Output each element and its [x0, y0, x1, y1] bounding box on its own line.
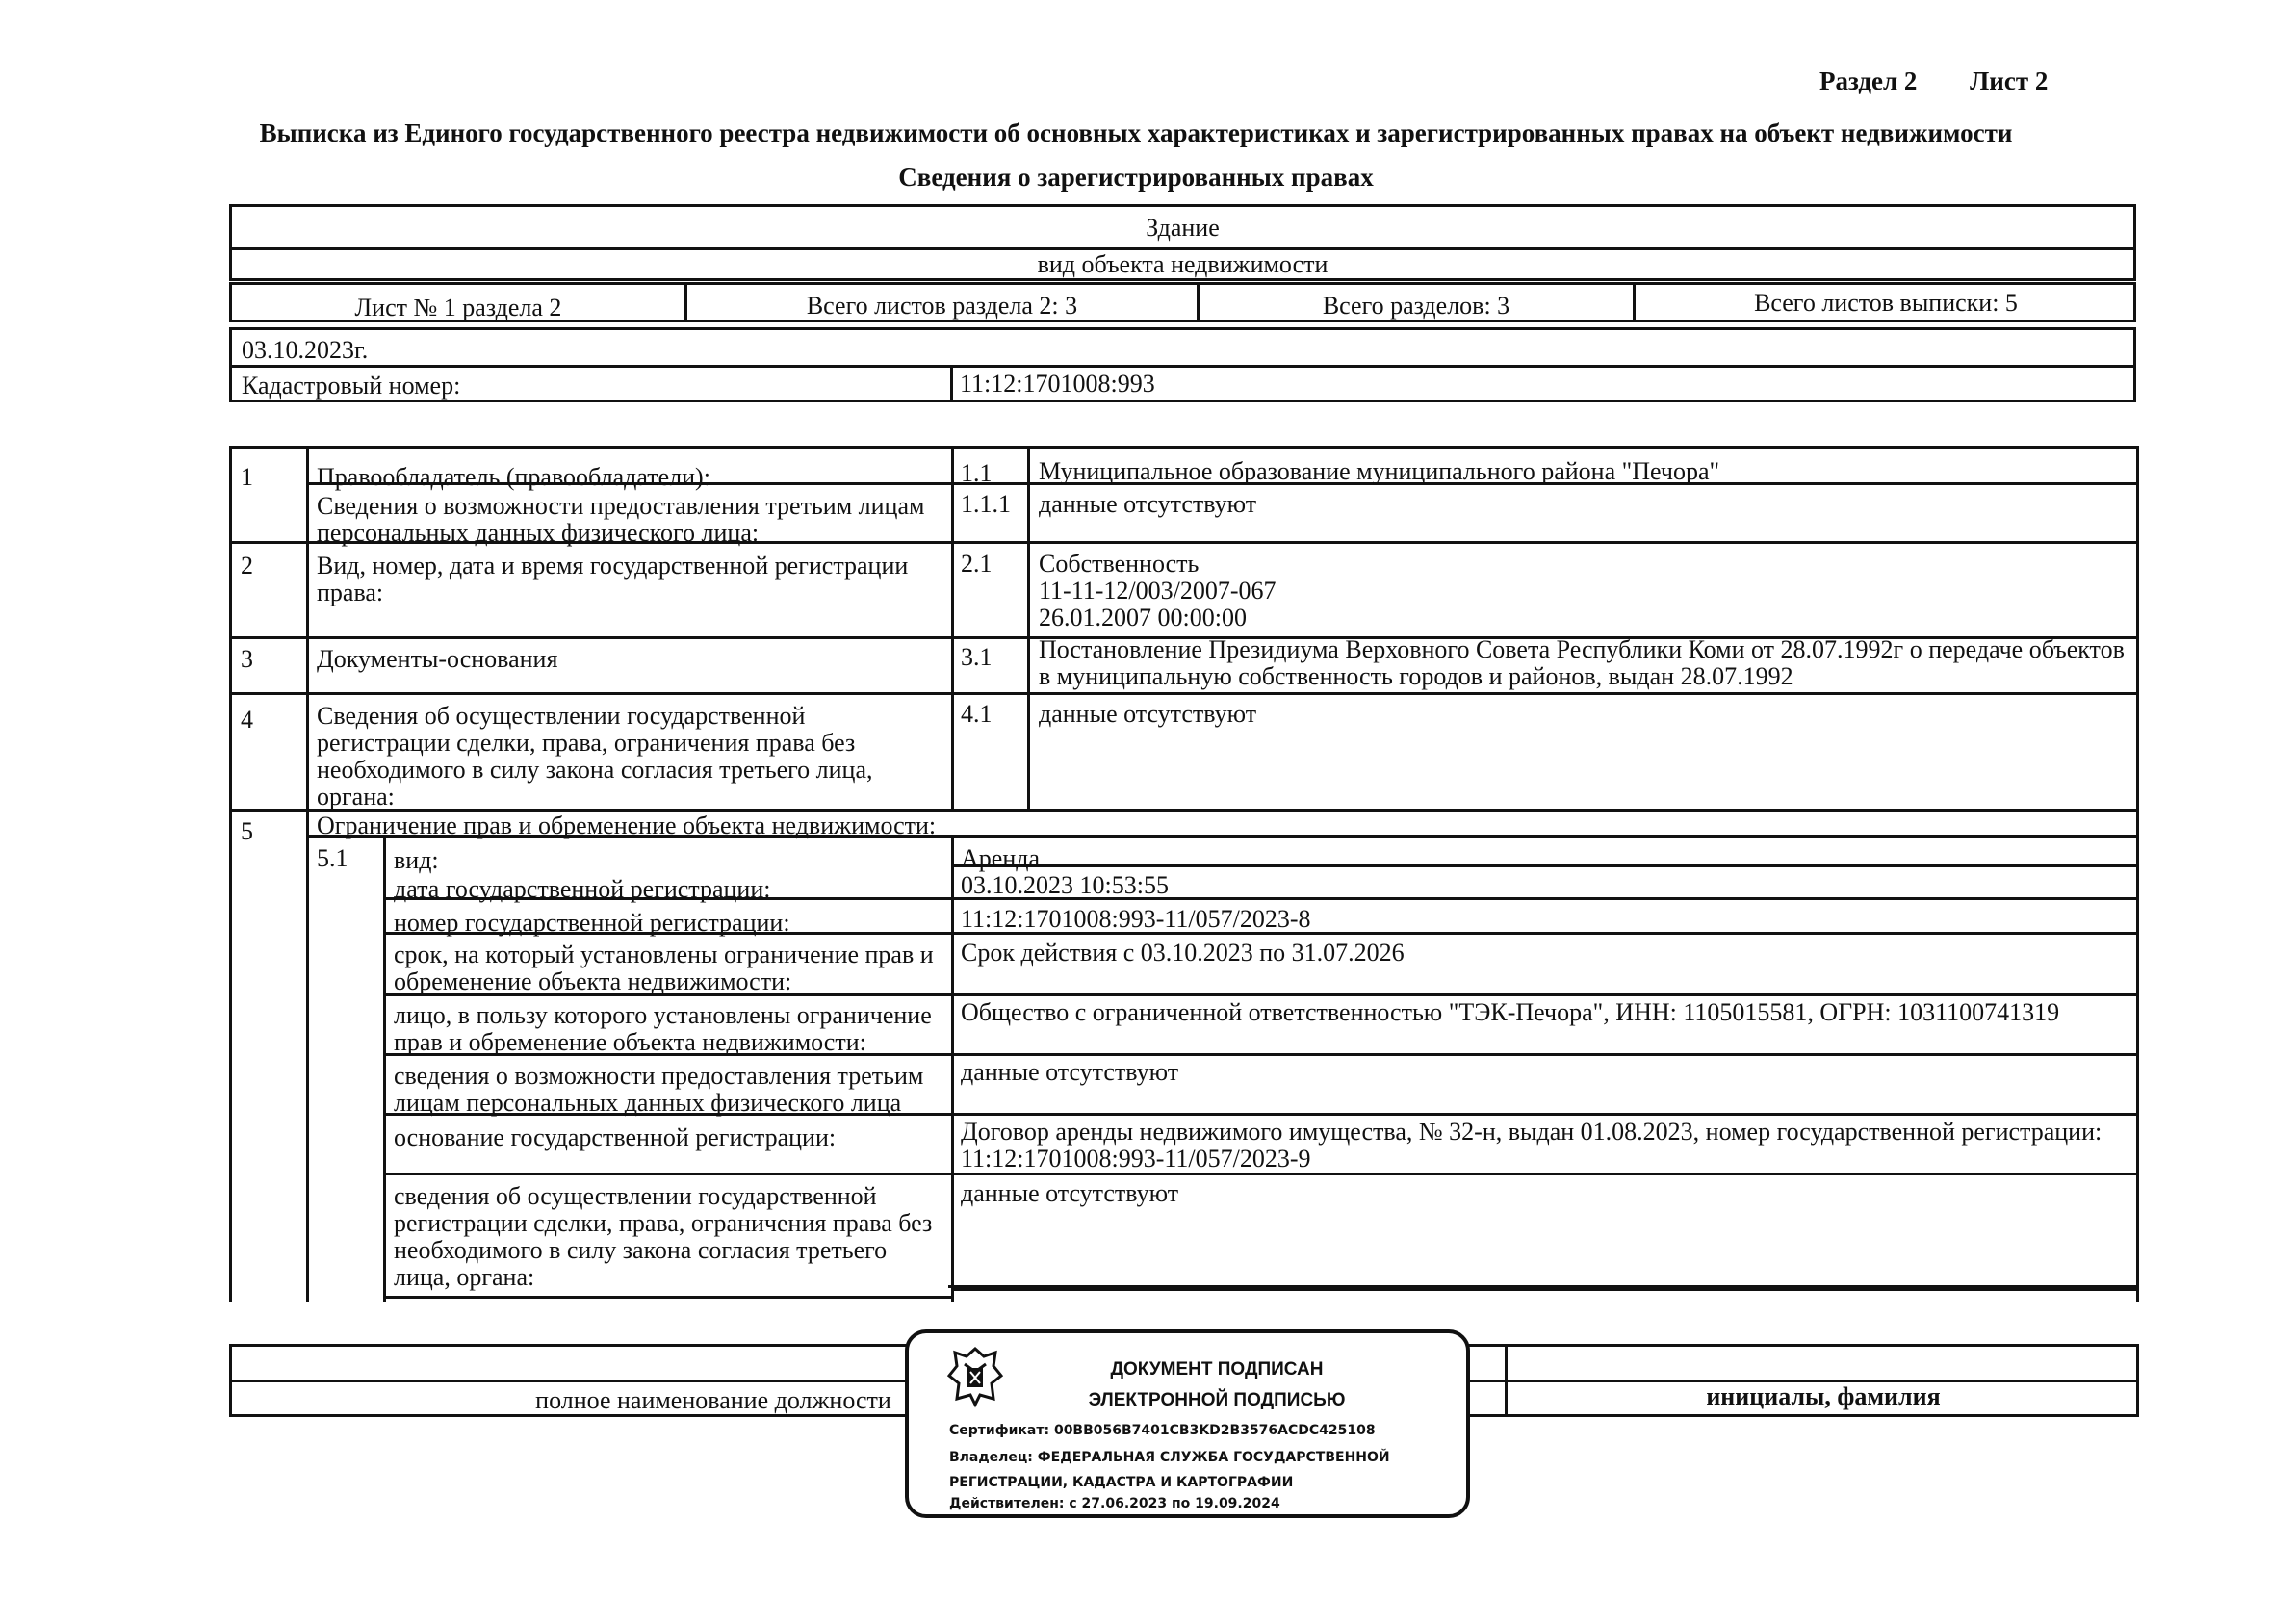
enc-value-reg-date: 03.10.2023 10:53:55 — [961, 871, 1169, 899]
row-4-number: 4 — [241, 706, 253, 734]
emblem-icon — [942, 1343, 1009, 1410]
cadastral-block — [229, 327, 2136, 402]
enc-value-type: Аренда — [961, 844, 1040, 872]
row-2-code: 2.1 — [961, 550, 993, 578]
cadastral-label: Кадастровый номер: — [242, 372, 461, 400]
right-reg-number: 11-11-12/003/2007-067 — [1039, 577, 1277, 605]
row-5-label: Ограничение прав и обременение объекта недвижимости: — [317, 812, 937, 839]
row-2-value — [1033, 551, 2130, 632]
position-label: полное наименование должности — [535, 1386, 891, 1414]
signature-certificate: Сертификат: 00BB056B7401CB3KD2B3576ACDC425108 — [949, 1423, 1376, 1438]
enc-label-personal-data: сведения о возможности предоставления третьим лицам персональных данных физического лица — [394, 1062, 924, 1117]
row-4-code: 4.1 — [961, 700, 993, 728]
section-sheets-total: Всего листов раздела 2: 3 — [806, 292, 1078, 320]
enc-label-type: вид: — [394, 846, 439, 874]
enc-label-reg-date: дата государственной регистрации: — [394, 875, 771, 903]
row-4-label: Сведения об осуществлении государственной регистрации сделки, права, ограничения права без необходимого в силу закона согласия третьего лица, органа: — [317, 702, 873, 811]
right-reg-date: 26.01.2007 00:00:00 — [1039, 604, 1247, 632]
signature-line-1: ДОКУМЕНТ ПОДПИСАН — [1110, 1359, 1324, 1380]
row-3-label: Документы-основания — [317, 645, 558, 673]
enc-value-consent: данные отсутствуют — [961, 1179, 1179, 1207]
sections-total: Всего разделов: 3 — [1322, 292, 1510, 320]
document-title: Выписка из Единого государственного реестра недвижимости об основных характеристиках и зарегистрированных правах на объект недвижимости — [259, 118, 2013, 147]
enc-label-basis: основание государственной регистрации: — [394, 1123, 837, 1151]
enc-value-personal-data: данные отсутствуют — [961, 1058, 1179, 1086]
object-type-label: вид объекта недвижимости — [1037, 250, 1329, 278]
row-1-code: 1.1 — [961, 459, 993, 487]
extract-date: 03.10.2023г. — [242, 336, 369, 364]
sheet-number-label: Лист № 1 раздела 2 — [354, 294, 562, 322]
row-1-1-1-value: данные отсутствуют — [1039, 490, 1257, 518]
sheet-info-row — [229, 282, 2136, 322]
rights-table — [229, 446, 2139, 1302]
sheet-number: Лист 2 — [1970, 66, 2049, 95]
enc-label-beneficiary: лицо, в пользу которого установлены ограничение прав и обременение объекта недвижимости: — [394, 1001, 932, 1056]
row-3-number: 3 — [241, 645, 253, 673]
row-2-label: Вид, номер, дата и время государственной регистрации права: — [317, 552, 909, 606]
initials-label: инициалы, фамилия — [1706, 1382, 1941, 1410]
row-1-1-1-label: Сведения о возможности предоставления третьим лицам персональных данных физического лица: — [317, 492, 925, 547]
signature-owner-2: РЕГИСТРАЦИИ, КАДАСТРА И КАРТОГРАФИИ — [949, 1475, 1294, 1490]
row-1-value: Муниципальное образование муниципального района "Печора" — [1039, 457, 1720, 485]
row-2-number: 2 — [241, 552, 253, 580]
right-type: Собственность — [1039, 550, 1200, 578]
row-5-number: 5 — [241, 817, 253, 845]
row-3-code: 3.1 — [961, 643, 993, 671]
enc-label-consent: сведения об осуществлении государственной регистрации сделки, права, ограничения права без необходимого в силу закона согласия третьего лица, органа: — [394, 1182, 933, 1291]
enc-value-beneficiary: Общество с ограниченной ответственностью "ТЭК-Печора", ИНН: 1105015581, ОГРН: 1031100741319 — [961, 998, 2060, 1026]
row-1-number: 1 — [241, 463, 253, 491]
row-3-value: Постановление Президиума Верховного Совета Республики Коми от 28.07.1992г о передаче объектов в муниципальную собственность городов и районов, выдан 28.07.1992 — [1039, 635, 2125, 690]
document-subtitle: Сведения о зарегистрированных правах — [898, 163, 1374, 192]
object-name: Здание — [1146, 214, 1220, 242]
enc-value-reg-number: 11:12:1701008:993-11/057/2023-8 — [961, 905, 1311, 933]
e-signature-stamp — [905, 1329, 1470, 1518]
row-1-1-1-code: 1.1.1 — [961, 490, 1011, 518]
page-header — [1819, 67, 2048, 94]
object-block — [229, 204, 2136, 281]
signature-owner-1: Владелец: ФЕДЕРАЛЬНАЯ СЛУЖБА ГОСУДАРСТВЕННОЙ — [949, 1450, 1390, 1465]
section-number: Раздел 2 — [1819, 66, 1918, 95]
extract-sheets-total: Всего листов выписки: 5 — [1754, 289, 2018, 317]
enc-value-term: Срок действия с 03.10.2023 по 31.07.2026 — [961, 939, 1405, 967]
row-5-1-code: 5.1 — [317, 844, 348, 872]
row-4-value: данные отсутствуют — [1039, 700, 1257, 728]
enc-label-term: срок, на который установлены ограничение прав и обременение объекта недвижимости: — [394, 941, 934, 995]
cadastral-number: 11:12:1701008:993 — [960, 370, 1155, 398]
enc-label-reg-number: номер государственной регистрации: — [394, 909, 790, 937]
enc-value-basis: Договор аренды недвижимого имущества, № 32-н, выдан 01.08.2023, номер государственной регистрации: 11:12:1701008:993-11/057/2023-9 — [961, 1118, 2103, 1173]
row-1-label: Правообладатель (правообладатели): — [317, 463, 710, 491]
signature-line-2: ЭЛЕКТРОННОЙ ПОДПИСЬЮ — [1088, 1390, 1346, 1410]
signature-validity: Действителен: с 27.06.2023 по 19.09.2024 — [949, 1496, 1280, 1511]
